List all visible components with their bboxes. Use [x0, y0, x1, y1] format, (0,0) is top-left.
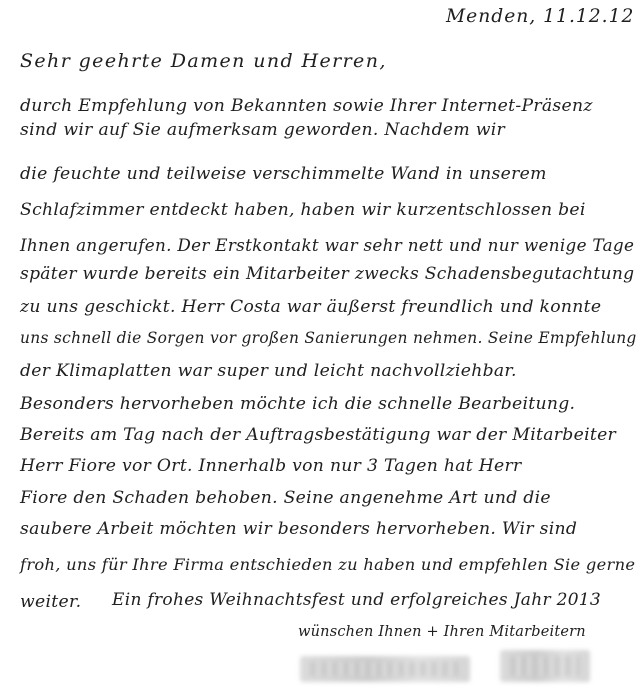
letter-salutation: Sehr geehrte Damen und Herren,	[20, 50, 387, 72]
letter-line-10: Besonders hervorheben möchte ich die schnelle Bearbeitung.	[20, 394, 576, 414]
letter-line-4: Schlafzimmer entdeckt haben, haben wir kurzentschlossen bei	[20, 200, 586, 220]
letter-line-16: weiter.	[20, 592, 82, 612]
redacted-signature	[300, 656, 470, 682]
letter-closing: Ein frohes Weihnachtsfest und erfolgreiches Jahr 2013	[112, 590, 602, 610]
letter-line-5: Ihnen angerufen. Der Erstkontakt war sehr nett und nur wenige Tage	[20, 235, 635, 255]
letter-line-14: saubere Arbeit möchten wir besonders hervorheben. Wir sind	[20, 519, 578, 539]
letter-line-2: sind wir auf Sie aufmerksam geworden. Nachdem wir	[20, 120, 506, 140]
letter-line-11: Bereits am Tag nach der Auftragsbestätigung war der Mitarbeiter	[20, 425, 617, 445]
letter-line-3: die feuchte und teilweise verschimmelte Wand in unserem	[20, 164, 547, 184]
letter-sender-line: wünschen Ihnen + Ihren Mitarbeitern	[298, 624, 586, 640]
letter-date: Menden, 11.12.12	[446, 6, 635, 27]
letter-line-12: Herr Fiore vor Ort. Innerhalb von nur 3 Tagen hat Herr	[20, 456, 522, 476]
letter-line-6: später wurde bereits ein Mitarbeiter zwecks Schadensbegutachtung	[20, 264, 635, 284]
letter-line-13: Fiore den Schaden behoben. Seine angenehme Art und die	[20, 488, 551, 508]
letter-line-9: der Klimaplatten war super und leicht nachvollziehbar.	[20, 361, 517, 381]
letter-line-15: froh, uns für Ihre Firma entschieden zu haben und empfehlen Sie gerne	[20, 555, 636, 574]
letter-line-8: uns schnell die Sorgen vor großen Sanierungen nehmen. Seine Empfehlung	[20, 329, 637, 347]
letter-line-1: durch Empfehlung von Bekannten sowie Ihrer Internet-Präsenz	[20, 96, 593, 116]
letter-line-7: zu uns geschickt. Herr Costa war äußerst freundlich und konnte	[20, 297, 602, 317]
redacted-signature-2	[500, 650, 590, 682]
